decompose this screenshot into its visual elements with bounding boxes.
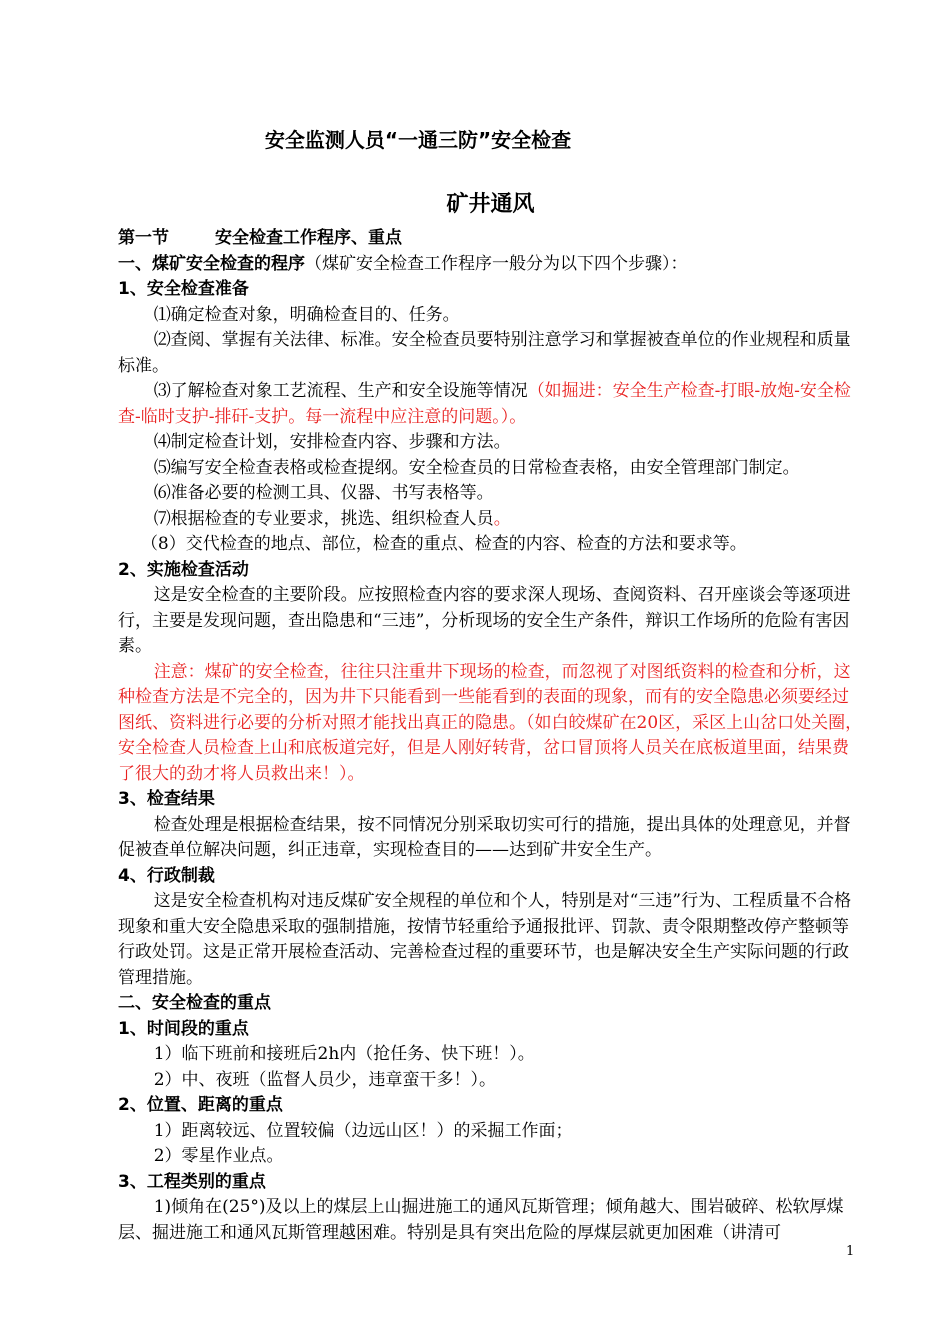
part2-a1: 1）临下班前和接班后2h内（抢任务、快下班！）。	[153, 1044, 535, 1064]
s4-heading: 4、行政制裁	[118, 865, 215, 886]
s2-note: 注意：煤矿的安全检查，往往只注重井下现场的检查，而忽视了对图纸资料的检查和分析，这种检查方法是不完全的，因为井下只能看到一些能看到的表面的现象，而有的安全隐患必须要经过图纸、资料进行必要的分析对照才能找出真正的隐患。（如白皎煤矿在20区，采区上山岔口处关圈，安全检查人员检查上山和底板道完好，但是人刚好转背，岔口冒顶将人员关在底板道里面，结果费了很大的劲才将人员救出来！）。	[118, 661, 863, 784]
part2-b-heading: 2、位置、距离的重点	[118, 1095, 283, 1115]
part2-heading: 二、安全检查的重点	[118, 993, 271, 1013]
part2-c-heading: 3、工程类别的重点	[118, 1171, 266, 1192]
s3-heading: 3、检查结果	[118, 789, 215, 809]
s1-item7	[118, 507, 863, 533]
section-number: 第一节	[118, 228, 169, 248]
s2-heading: 2、实施检查活动	[118, 559, 249, 580]
s1-item1: ⑴确定检查对象，明确检查目的、任务。	[153, 304, 460, 325]
section-heading	[118, 226, 863, 252]
content	[118, 226, 863, 1246]
s2-para: 这是安全检查的主要阶段。应按照检查内容的要求深人现场、查阅资料、召开座谈会等逐项进行，主要是发现问题，查出隐患和“三违”，分析现场的安全生产条件，辩识工作场所的危险有害因素。	[118, 585, 851, 656]
part2-b2: 2）零星作业点。	[153, 1146, 284, 1166]
s1-item4: ⑷制定检查计划，安排检查内容、步骤和方法。	[153, 432, 511, 452]
page-number: 1	[846, 1244, 855, 1259]
s1-item7-mark: 。	[493, 508, 511, 529]
part1-heading: 一、煤矿安全检查的程序	[118, 253, 305, 274]
s1-heading: 1、安全检查准备	[118, 279, 249, 299]
s4-para: 这是安全检查机构对违反煤矿安全规程的单位和个人，特别是对“三违”行为、工程质量不合格现象和重大安全隐患采取的强制措施，按情节轻重给予通报批评、罚款、责令限期整改停产整顿等行政处罚。这是正常开展检查活动、完善检查过程的重要环节，也是解决安全生产实际问题的行政管理措施。	[118, 891, 852, 988]
s1-item5: ⑸编写安全检查表格或检查提纲。安全检查员的日常检查表格，由安全管理部门制定。	[153, 457, 800, 478]
s1-item3	[118, 379, 863, 430]
part1-heading-line	[118, 252, 863, 278]
document-title: 安全监测人员“一通三防”安全检查	[264, 128, 572, 152]
s1-item3-text: ⑶了解检查对象工艺流程、生产和安全设施等情况	[153, 381, 528, 401]
section-title: 安全检查工作程序、重点	[215, 228, 402, 248]
s3-para: 检查处理是根据检查结果，按不同情况分别采取切实可行的措施，提出具体的处理意见，并督促被查单位解决问题，纠正违章，实现检查目的——达到矿井安全生产。	[118, 814, 851, 860]
part2-b1: 1）距离较远、位置较偏（边远山区！）的采掘工作面；	[153, 1120, 573, 1141]
s1-item2: ⑵查阅、掌握有关法律、标准。安全检查员要特别注意学习和掌握被查单位的作业规程和质量标准。	[118, 330, 851, 376]
s1-item7-text: ⑺根据检查的专业要求，挑选、组织检查人员	[153, 508, 494, 529]
part1-note: （煤矿安全检查工作程序一般分为以下四个步骤）：	[305, 253, 688, 274]
s1-item3-example: （如掘进：安全生产检查-打眼-放炮-安全检查-临时支护-排矸-支护。每一流程中应注意的问题。）。	[118, 381, 851, 427]
part2-c1: 1)倾角在(25°)及以上的煤层上山掘进施工的通风瓦斯管理；倾角越大、围岩破碎、松软厚煤层、掘进施工和通风瓦斯管理越困难。特别是具有突出危险的厚煤层就更加困难（讲清可	[118, 1197, 844, 1243]
part2-a-heading: 1、时间段的重点	[118, 1018, 249, 1039]
part2-a2: 2）中、夜班（监督人员少，违章蛮干多！）。	[153, 1069, 497, 1090]
s1-item8: （8）交代检查的地点、部位，检查的重点、检查的内容、检查的方法和要求等。	[140, 534, 747, 554]
s1-item6: ⑹准备必要的检测工具、仪器、书写表格等。	[153, 483, 494, 503]
chapter-title: 矿井通风	[446, 192, 535, 217]
